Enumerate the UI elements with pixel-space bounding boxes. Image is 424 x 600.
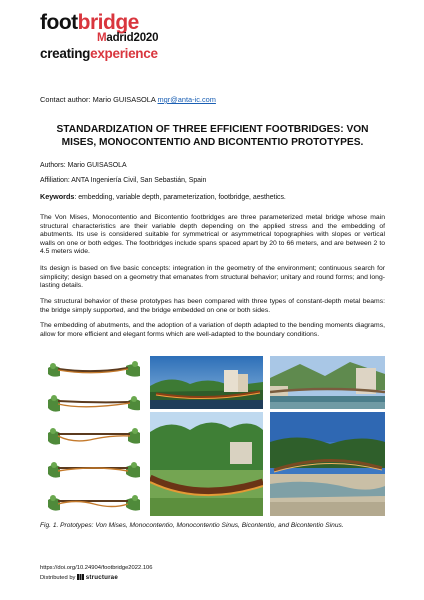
- logo-sub-m: M: [97, 32, 107, 44]
- bridge-model-von-mises: [44, 358, 142, 384]
- paper-title: STANDARDIZATION OF THREE EFFICIENT FOOTBRIDGES: VON MISES, MONOCONTENTIO AND BICONTENTIO PROTOTYPES.: [56, 124, 369, 148]
- authors-line: Authors: Mario GUISASOLA: [40, 162, 127, 169]
- photo-footbridge-dusk: [150, 356, 263, 409]
- logo-sub-year: 2020: [133, 32, 159, 44]
- keywords-text: : embedding, variable depth, parameterization, footbridge, aesthetics.: [74, 194, 286, 201]
- logo-sub-adrid: adrid: [106, 32, 134, 44]
- bridge-model-bicontentio: [44, 457, 142, 483]
- photo-footbridge-park: [150, 412, 263, 516]
- contact-label: Contact author: Mario GUISASOLA: [40, 95, 156, 104]
- distributor-name: structurae: [85, 574, 118, 581]
- bridge-model-monocontentio: [44, 391, 142, 417]
- abstract-paragraph-1: The Von Mises, Monocontentio and Bicontentio footbridges are three parameterized metal bridge whose main structural characteristics are their variable depth depending on the applied stress and the embedding of abutments. Its use is considered suitable for symmetrical or asymmetrical topographies with slopes or vertical walls on one or both edges. The footbridges include spans spaced apart by 20 to 66 meters, and are between 2 to 4.5 meters wide.: [40, 214, 385, 256]
- doi-line: https://doi.org/10.24904/footbridge2022.106: [40, 565, 153, 571]
- abstract-paragraph-2: Its design is based on five basic concepts: integration in the geometry of the environment; continuous search for simplicity; design based on a geometry that emanates from structural behavior; unitary and round forms; and long- lasting details.: [40, 265, 385, 290]
- distributed-line: [40, 574, 118, 581]
- contact-line: [40, 95, 216, 104]
- logo-subtitle: [97, 32, 158, 44]
- figure-caption: Fig. 1. Prototypes: Von Mises, Monocontentio, Monocontentio Sinus, Bicontentio, and Bicontentio Sinus.: [40, 522, 344, 529]
- abstract-paragraph-3: The structural behavior of these prototypes has been compared with three types of constant-depth metal beams: the bridge simply supported, and the bridge embedded on one or both sides.: [40, 298, 385, 314]
- logo-wordmark: [40, 12, 180, 33]
- photo-footbridge-riverbed: [270, 412, 385, 516]
- photo-footbridge-river: [270, 356, 385, 409]
- bridge-prototype-models: [40, 358, 145, 518]
- logo-word-bridge: bridge: [77, 11, 139, 34]
- keywords-line: [40, 192, 286, 201]
- keywords-label: Keywords: [40, 192, 75, 201]
- conference-logo: [40, 12, 180, 82]
- bridge-model-monocontentio-sinus: [44, 424, 142, 450]
- distributed-label: Distributed by: [40, 575, 76, 581]
- logo-word-foot: foot: [40, 11, 78, 34]
- abstract-paragraph-4: The embedding of abutments, and the adoption of a variation of depth adapted to the bending moments diagrams, allow for more efficient and elegant forms which are well-adapted to the boundary conditions.: [40, 322, 385, 338]
- logo-tag-experience: experience: [90, 46, 158, 61]
- contact-email-link[interactable]: mgr@anta-ic.com: [157, 95, 216, 104]
- structurae-logo-icon: [77, 574, 84, 580]
- bridge-model-bicontentio-sinus: [44, 490, 142, 516]
- affiliation-line: Affiliation: ANTA Ingeniería Civil, San Sebastián, Spain: [40, 177, 207, 184]
- logo-tagline: [40, 46, 158, 61]
- logo-tag-creating: creating: [40, 46, 91, 61]
